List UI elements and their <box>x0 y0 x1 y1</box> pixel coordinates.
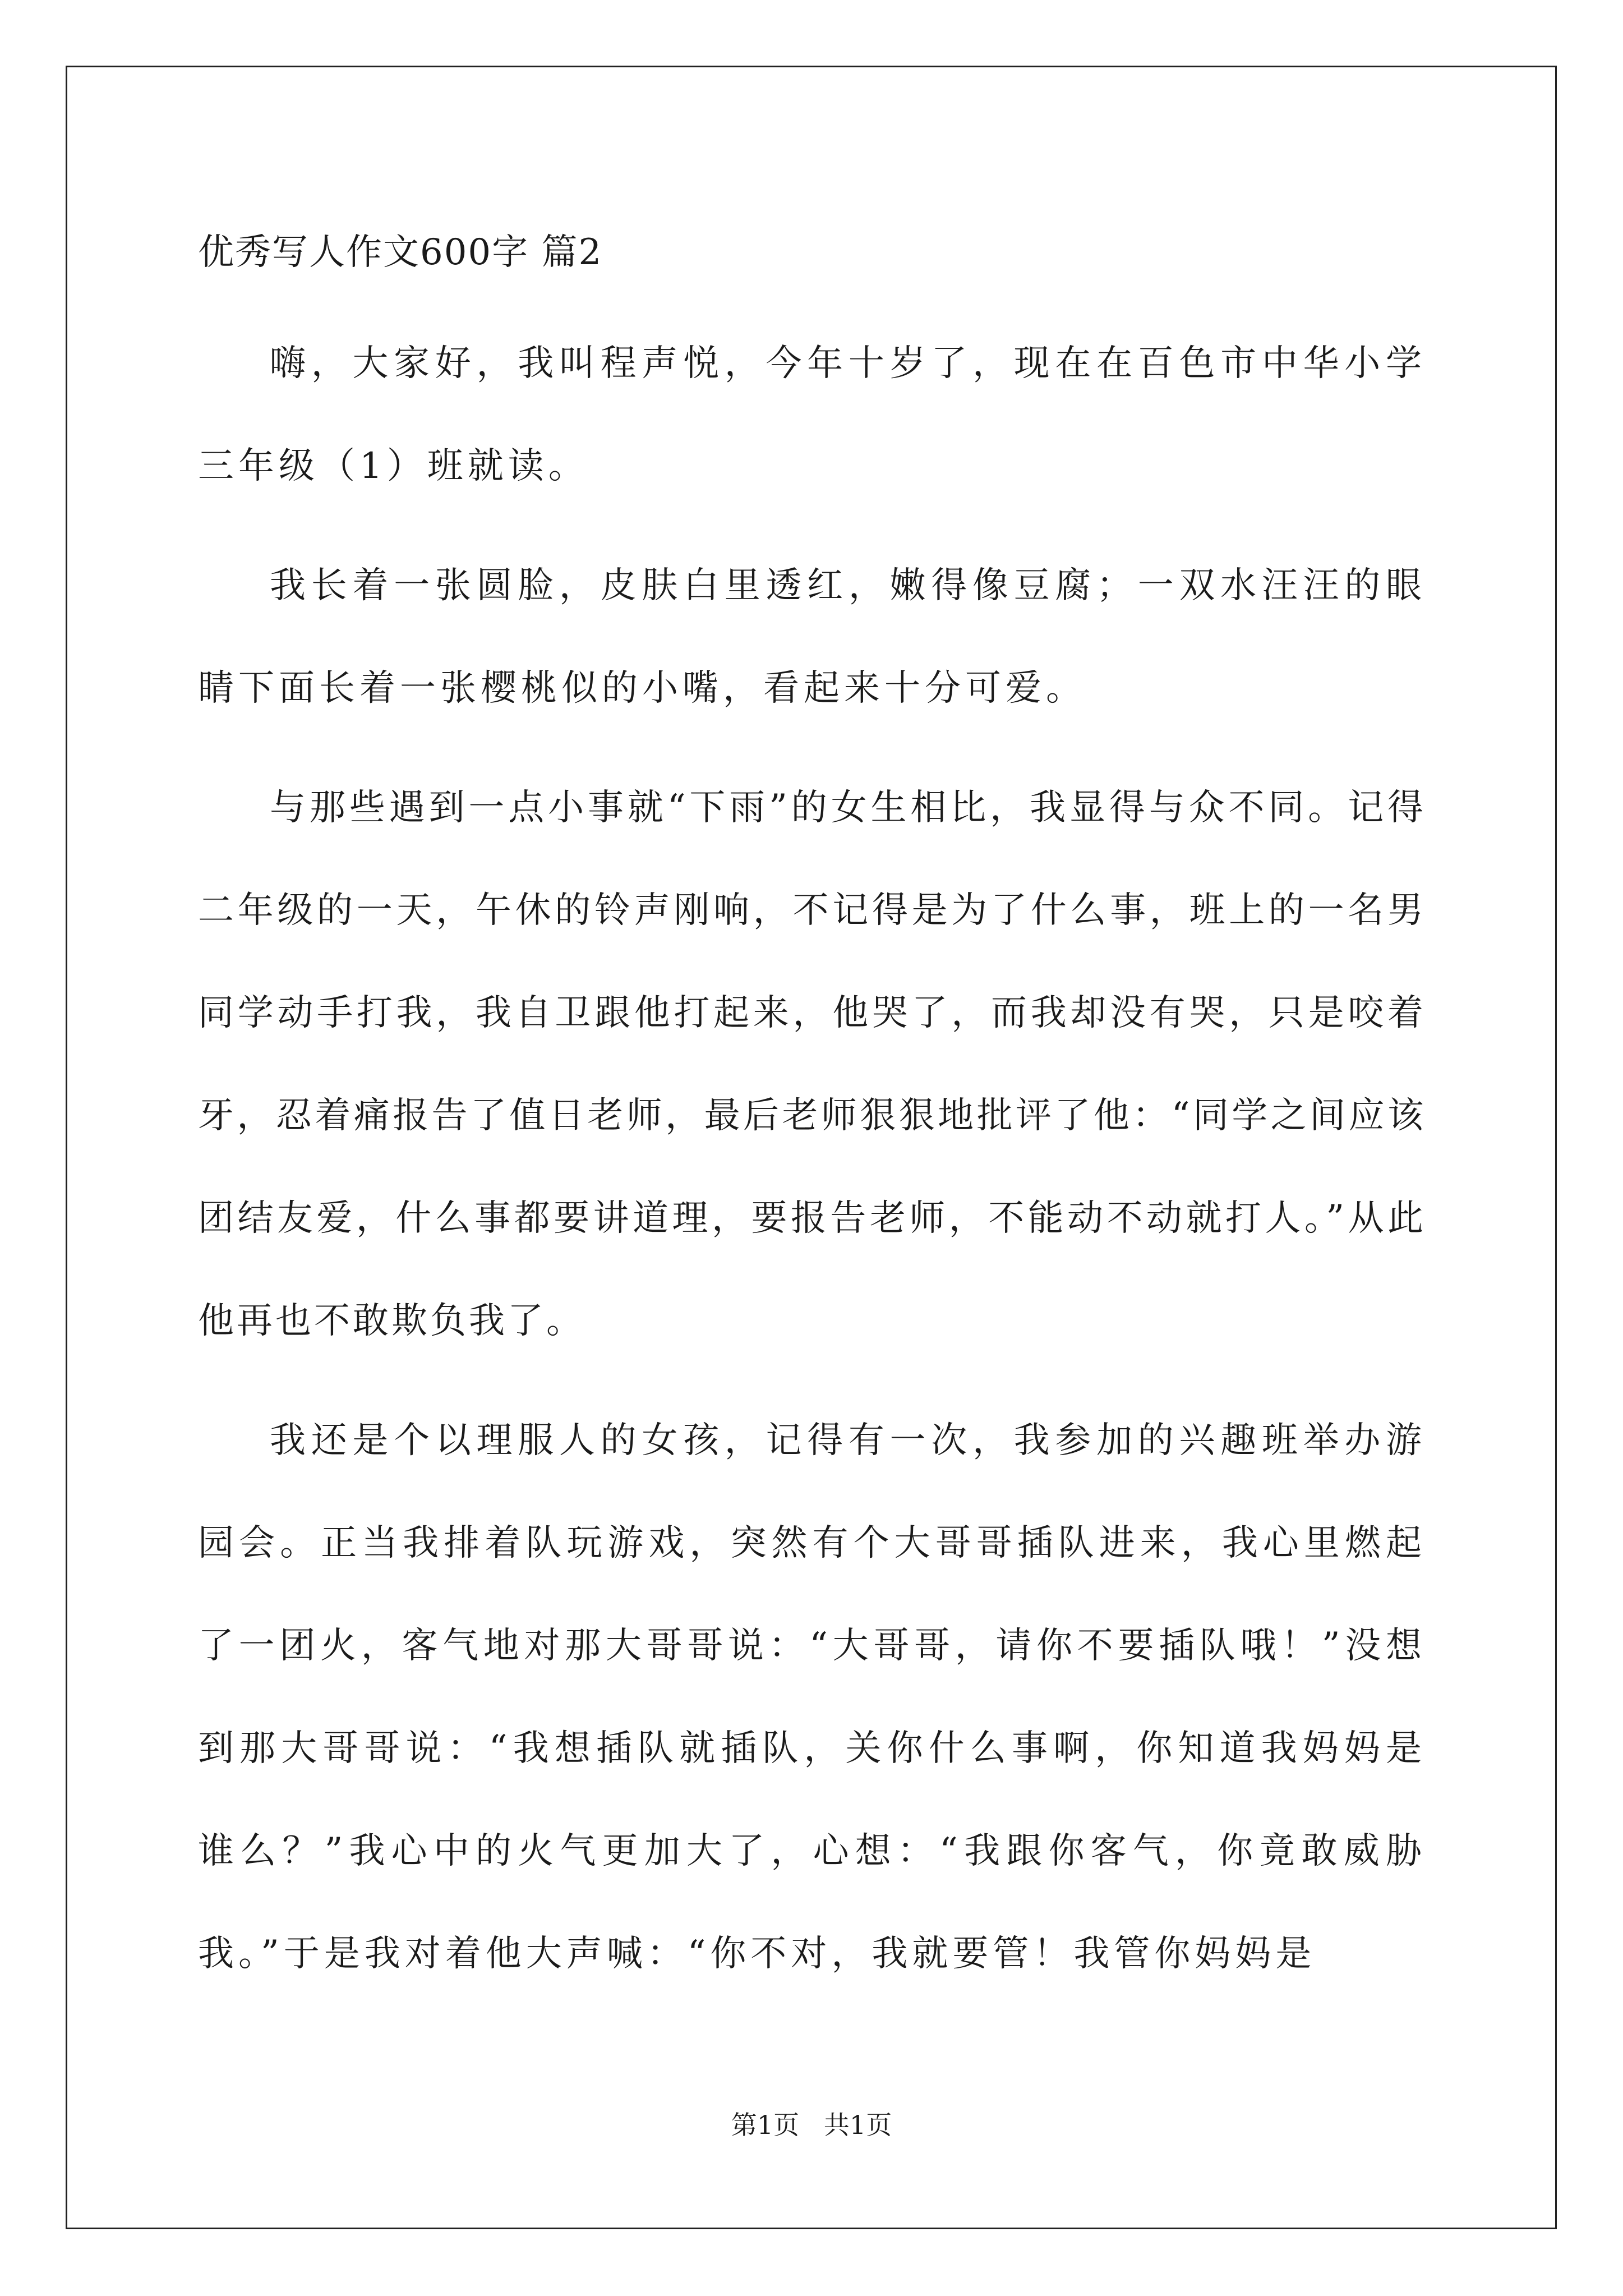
document-body <box>198 210 1426 2005</box>
page-footer: 第1页 共1页 <box>731 2110 892 2140</box>
paragraph-brave-story: 与那些遇到一点小事就“下雨”的女生相比，我显得与众不同。记得二年级的一天，午休的铃声刚响，不记得是为了什么事，班上的一名男同学动手打我，我自卫跟他打起来，他哭了，而我却没有哭，只是咬着牙，忍着痛报告了值日老师，最后老师狠狠地批评了他：“同学之间应该团结友爱，什么事都要讲道理，要报告老师，不能动不动就打人。”从此他再也不敢欺负我了。 <box>198 787 1426 1342</box>
paragraph-intro: 嗨，大家好，我叫程声悦，今年十岁了，现在在百色市中华小学三年级（1）班就读。 <box>198 343 1426 487</box>
paragraph-reasoning-story: 我还是个以理服人的女孩，记得有一次，我参加的兴趣班举办游园会。正当我排着队玩游戏，突然有个大哥哥插队进来，我心里燃起了一团火，客气地对那大哥哥说：“大哥哥，请你不要插队哦！”没想到那大哥哥说：“我想插队就插队，关你什么事啊，你知道我妈妈是谁么？”我心中的火气更加大了，心想：“我跟你客气，你竟敢威胁我。”于是我对着他大声喊：“你不对，我就要管！我管你妈妈是 <box>198 1420 1426 1975</box>
paragraph-appearance: 我长着一张圆脸，皮肤白里透红，嫩得像豆腐；一双水汪汪的眼睛下面长着一张樱桃似的小嘴，看起来十分可爱。 <box>198 565 1426 709</box>
document-title: 优秀写人作文600字 篇2 <box>198 232 603 273</box>
